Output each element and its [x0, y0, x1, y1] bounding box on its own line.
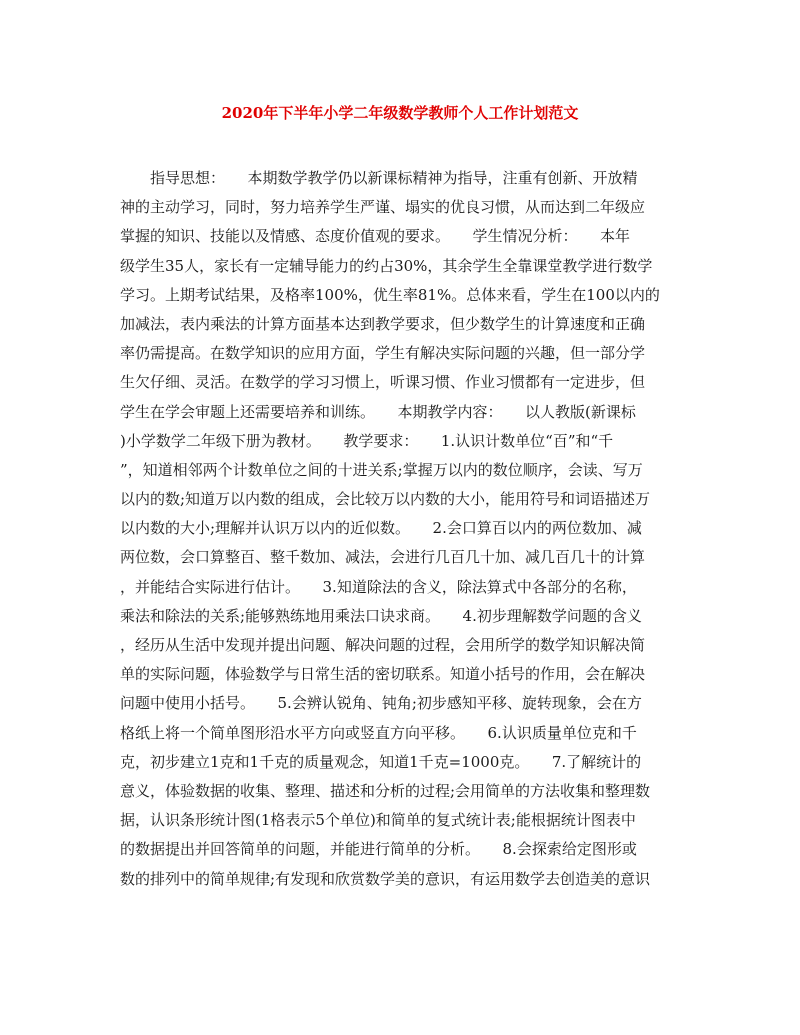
text-line: 学生在学会审题上还需要培养和训练。 本期教学内容： 以人教版(新课标 — [120, 402, 636, 421]
text-line: 乘法和除法的关系;能够熟练地用乘法口诀求商。 4.初步理解数学问题的含义 — [120, 606, 642, 625]
text-line: 两位数，会口算整百、整千数加、减法，会进行几百几十加、减几百几十的计算 — [120, 548, 646, 567]
text-line: 掌握的知识、技能以及情感、态度价值观的要求。 学生情况分析： 本年 — [120, 227, 631, 246]
text-line: 神的主动学习，同时，努力培养学生严谨、塌实的优良习惯，从而达到二年级应 — [120, 198, 646, 217]
text-line: 级学生35人，家长有一定辅导能力的约占30%，其余学生全靠课堂教学进行数学 — [120, 256, 653, 275]
text-line: ，并能结合实际进行估计。 3.知道除法的含义，除法算式中各部分的名称， — [120, 577, 637, 596]
text-line: 克，初步建立1克和1千克的质量观念，知道1千克=1000克。 7.了解统计的 — [120, 752, 642, 771]
text-line: 指导思想： 本期数学教学仍以新课标精神为指导，注重有创新、开放精 — [120, 169, 638, 187]
text-line: 学习。上期考试结果，及格率100%，优生率81%。总体来看，学生在100以内的 — [120, 285, 660, 304]
text-line: ，经历从生活中发现并提出问题、解决问题的过程，会用所学的数学知识解决简 — [120, 636, 646, 654]
text-line: 意义，体验数据的收集、整理、描述和分析的过程;会用简单的方法收集和整理数 — [120, 781, 651, 800]
text-line: 数的排列中的简单规律;有发现和欣赏数学美的意识，有运用数学去创造美的意识 — [120, 869, 651, 888]
text-line: ”，知道相邻两个计数单位之间的十进关系;掌握万以内的数位顺序，会读、写万 — [120, 460, 643, 479]
text-line: 加减法，表内乘法的计算方面基本达到教学要求，但少数学生的计算速度和正确 — [120, 314, 646, 333]
text-line: 以内的数;知道万以内数的组成，会比较万以内数的大小，能用符号和词语描述万 — [120, 490, 651, 509]
text-line: 率仍需提高。在数学知识的应用方面，学生有解决实际问题的兴趣，但一部分学 — [120, 344, 646, 363]
text-line: 的数据提出并回答简单的问题，并能进行简单的分析。 8.会探索给定图形或 — [120, 840, 637, 859]
text-line: 据，认识条形统计图(1格表示5个单位)和简单的复式统计表;能根据统计图表中 — [120, 811, 636, 830]
document-body — [120, 164, 680, 894]
document-title: 2020年下半年小学二年级数学教师个人工作计划范文 — [221, 104, 579, 122]
text-line: 以内数的大小;理解并认识万以内的近似数。 2.会口算百以内的两位数加、减 — [120, 519, 642, 538]
text-line: 生欠仔细、灵活。在数学的学习习惯上，听课习惯、作业习惯都有一定进步，但 — [120, 373, 646, 392]
text-line: 格纸上将一个简单图形沿水平方向或竖直方向平移。 6.认识质量单位克和千 — [120, 723, 637, 742]
text-line: 单的实际问题，体验数学与日常生活的密切联系。知道小括号的作用，会在解决 — [120, 665, 646, 684]
text-line: )小学数学二年级下册为教材。 教学要求： 1.认识计数单位“百”和“千 — [120, 431, 614, 450]
text-line: 问题中使用小括号。 5.会辨认锐角、钝角;初步感知平移、旋转现象，会在方 — [120, 694, 642, 713]
